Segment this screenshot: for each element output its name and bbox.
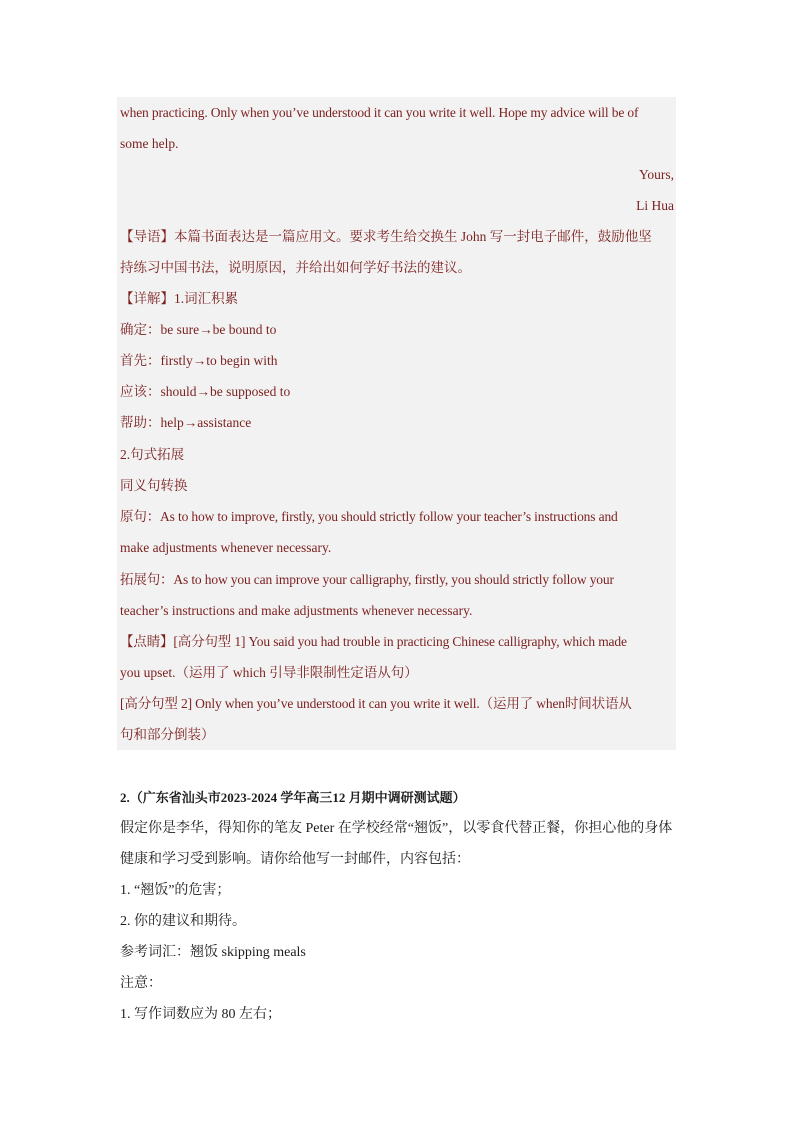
question-title: 2.（广东省汕头市2023-2024 学年高三12 月期中调研测试题） bbox=[120, 790, 466, 805]
note-line-1: 【点睛】[高分句型 1] You said you had trouble in practicing Chinese calligraphy, which made bbox=[120, 634, 627, 649]
vocab-item: 首先：firstly→to begin with bbox=[120, 353, 278, 368]
detail-heading: 【详解】1.词汇积累 bbox=[120, 291, 239, 306]
extended-sentence-line-1: 拓展句：As to how you can improve your calligraphy, firstly, you should strictly follow your bbox=[120, 572, 614, 587]
letter-line-1: when practicing. Only when you’ve understood it can you write it well. Hope my advice will be of bbox=[120, 105, 639, 120]
vocab-item: 帮助：help→assistance bbox=[120, 415, 252, 430]
vocab-item: 应该：should→be supposed to bbox=[120, 384, 291, 399]
note-line-3: [高分句型 2] Only when you’ve understood it can you write it well.（运用了 when时间状语从 bbox=[120, 696, 632, 711]
guide-line-1: 【导语】本篇书面表达是一篇应用文。要求考生给交换生 John 写一封电子邮件，鼓励他坚 bbox=[120, 229, 652, 244]
question-prompt-line-1: 假定你是李华，得知你的笔友 Peter 在学校经常“翘饭”，以零食代替正餐，你担心他的身体 bbox=[120, 821, 673, 836]
notes-item-1: 1. 写作词数应为 80 左右； bbox=[120, 1007, 281, 1022]
notes-heading: 注意： bbox=[120, 976, 162, 991]
vocab-item: 确定：be sure→be bound to bbox=[120, 322, 277, 337]
extended-sentence-line-2: teacher’s instructions and make adjustments whenever necessary. bbox=[120, 603, 473, 618]
original-sentence-line-2: make adjustments whenever necessary. bbox=[120, 540, 332, 555]
question-prompt-line-2: 健康和学习受到影响。请你给他写一封邮件，内容包括： bbox=[120, 852, 470, 867]
guide-line-2: 持练习中国书法，说明原因，并给出如何学好书法的建议。 bbox=[120, 260, 471, 275]
original-sentence-line-1: 原句：As to how to improve, firstly, you should strictly follow your teacher’s instructions and bbox=[120, 509, 618, 524]
synonym-heading: 同义句转换 bbox=[120, 478, 188, 493]
letter-closing: Yours, bbox=[638, 167, 674, 182]
question-item-2: 2. 你的建议和期待。 bbox=[120, 914, 246, 929]
note-line-2: you upset.（运用了 which 引导非限制性定语从句） bbox=[120, 665, 418, 680]
note-line-4: 句和部分倒装） bbox=[120, 727, 215, 742]
letter-signature: Li Hua bbox=[636, 198, 674, 213]
section-2-heading: 2.句式拓展 bbox=[120, 447, 185, 462]
letter-line-2: some help. bbox=[120, 136, 179, 151]
question-item-1: 1. “翘饭”的危害； bbox=[120, 883, 231, 898]
reference-vocab: 参考词汇：翘饭 skipping meals bbox=[120, 945, 306, 960]
